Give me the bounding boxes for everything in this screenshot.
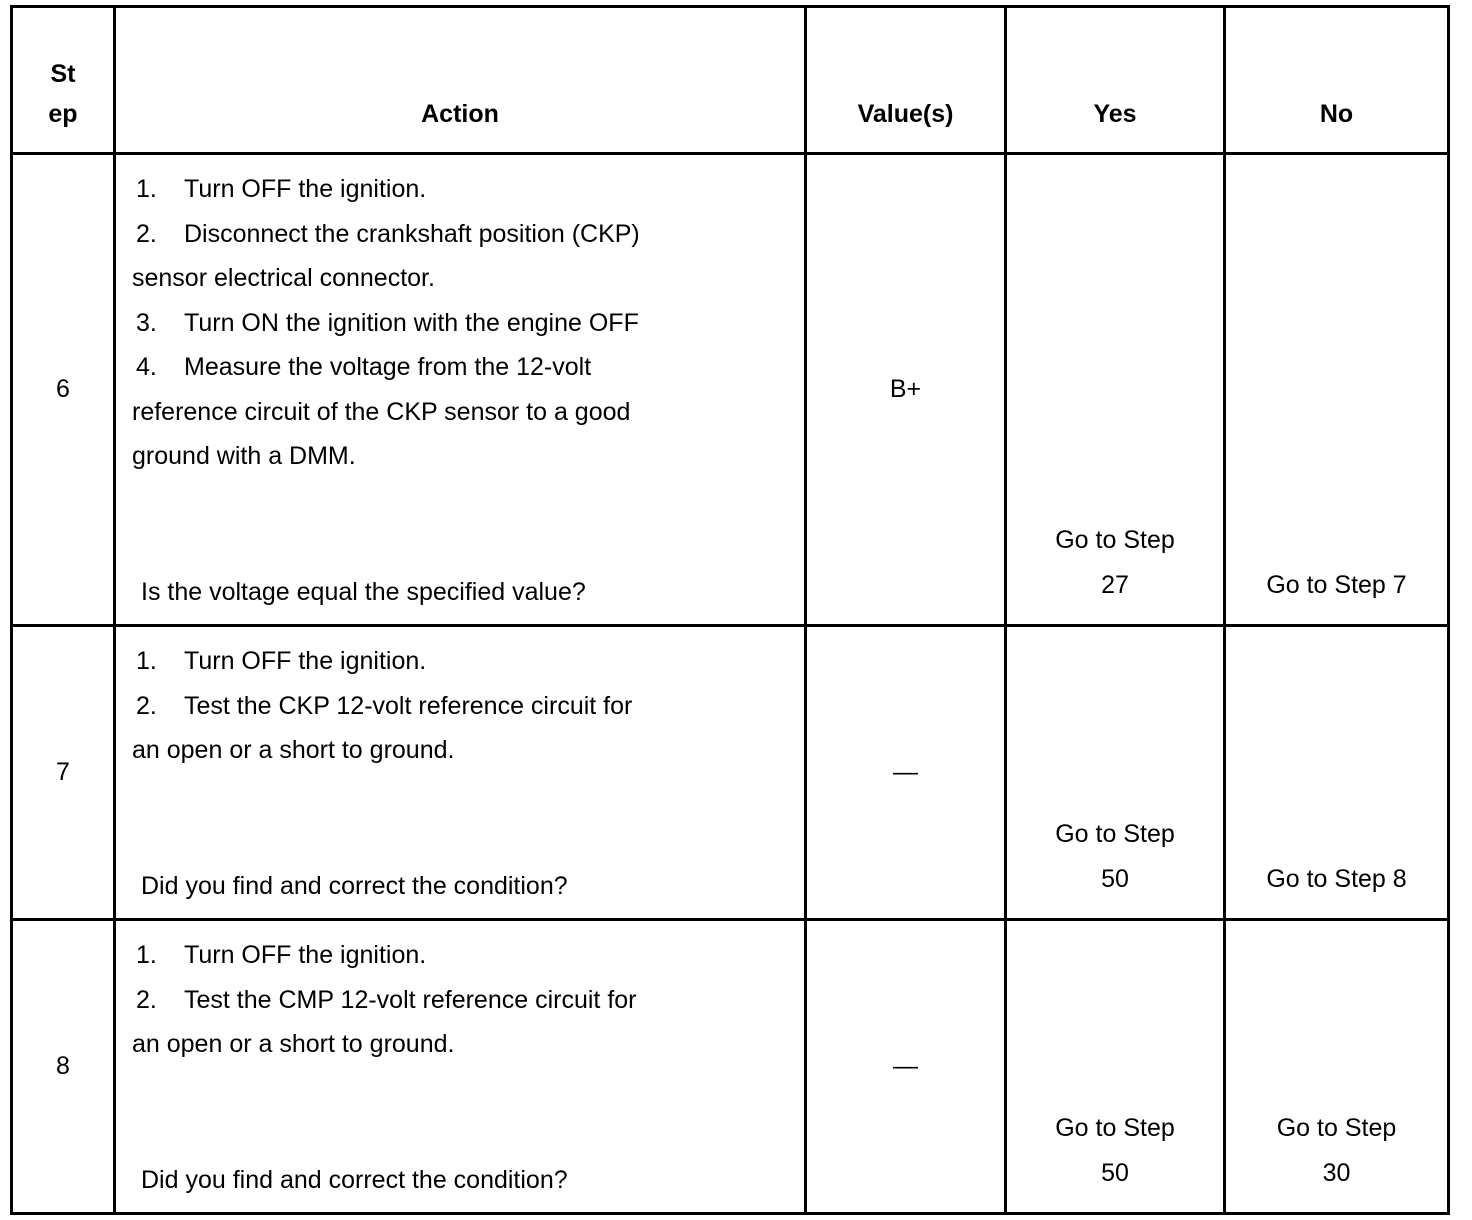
yes-cell: [1006, 920, 1225, 1214]
step-number: 7: [12, 626, 115, 920]
action-item-text: Test the CMP 12-volt reference circuit for: [184, 985, 637, 1014]
no-goto-line2: Go to Step 8: [1266, 864, 1407, 893]
header-yes: Yes: [1006, 7, 1225, 154]
action-item-number: 4.: [136, 353, 157, 381]
action-list: [116, 627, 804, 773]
action-item: [132, 212, 804, 301]
yes-goto: [1007, 518, 1223, 607]
header-action: Action: [115, 7, 806, 154]
value-cell: —: [806, 626, 1006, 920]
action-item-number: 3.: [136, 308, 157, 337]
action-question: Did you find and correct the condition?: [141, 1166, 568, 1194]
action-item-text: Turn OFF the ignition.: [184, 941, 427, 969]
action-question: Did you find and correct the condition?: [141, 872, 568, 900]
no-goto-line1: [1226, 518, 1447, 563]
yes-goto-line2: 50: [1101, 864, 1129, 893]
action-item: [132, 978, 804, 1067]
header-step: [12, 7, 115, 154]
action-item-continuation: an open or a short to ground.: [132, 736, 455, 764]
action-item-continuation: sensor electrical connector.: [132, 264, 435, 292]
action-list: [116, 155, 804, 479]
action-item-continuation: ground with a DMM.: [132, 442, 356, 470]
table-row-step-6: [12, 154, 1449, 626]
yes-cell: [1006, 626, 1225, 920]
action-item-number: 2.: [136, 691, 157, 720]
no-goto-line1: [1226, 812, 1447, 857]
action-item-text: Turn OFF the ignition.: [184, 647, 427, 675]
action-item-number: 2.: [136, 219, 157, 248]
action-item-text: Turn ON the ignition with the engine OFF: [184, 308, 639, 337]
action-question: Is the voltage equal the specified value?: [141, 578, 586, 606]
action-item-text: Turn OFF the ignition.: [184, 175, 427, 203]
action-item-text: Disconnect the crankshaft position (CKP): [184, 219, 640, 248]
yes-goto-line1: Go to Step: [1055, 820, 1175, 848]
yes-goto-line2: 50: [1101, 1158, 1129, 1187]
action-item-number: 1.: [136, 647, 157, 675]
step-number: 6: [12, 154, 115, 626]
value-cell: —: [806, 920, 1006, 1214]
header-no: No: [1225, 7, 1449, 154]
no-goto: [1226, 518, 1447, 607]
no-cell: [1225, 626, 1449, 920]
yes-cell: [1006, 154, 1225, 626]
no-cell: [1225, 154, 1449, 626]
header-row: [12, 7, 1449, 154]
yes-goto: [1007, 1106, 1223, 1195]
value-cell: B+: [806, 154, 1006, 626]
action-item-continuation: reference circuit of the CKP sensor to a good: [132, 397, 631, 426]
no-goto-line2: Go to Step 7: [1266, 570, 1407, 599]
yes-goto-line1: Go to Step: [1055, 526, 1175, 554]
action-item-number: 2.: [136, 985, 157, 1014]
no-goto: [1226, 812, 1447, 901]
action-list: [116, 921, 804, 1067]
no-cell: [1225, 920, 1449, 1214]
action-item-number: 1.: [136, 175, 157, 203]
action-cell: [115, 920, 806, 1214]
action-item: [132, 684, 804, 773]
action-item-number: 1.: [136, 941, 157, 969]
action-item: [132, 301, 804, 346]
action-item-continuation: an open or a short to ground.: [132, 1030, 455, 1058]
action-item-text: Test the CKP 12-volt reference circuit for: [184, 691, 633, 720]
action-item-text: Measure the voltage from the 12-volt: [184, 353, 592, 381]
action-item: [132, 933, 804, 978]
no-goto: [1226, 1106, 1447, 1195]
table-row-step-7: [12, 626, 1449, 920]
table-row-step-8: [12, 920, 1449, 1214]
step-number: 8: [12, 920, 115, 1214]
yes-goto: [1007, 812, 1223, 901]
diagnostic-table: [10, 5, 1450, 1215]
yes-goto-line2: 27: [1101, 570, 1129, 599]
no-goto-line1: Go to Step: [1276, 1114, 1397, 1142]
action-item: [132, 639, 804, 684]
action-cell: [115, 626, 806, 920]
action-item: [132, 167, 804, 212]
no-goto-line2: 30: [1322, 1158, 1351, 1187]
header-values: Value(s): [806, 7, 1006, 154]
header-step-line1: St: [50, 60, 76, 88]
header-step-line2: ep: [48, 100, 78, 128]
action-cell: [115, 154, 806, 626]
action-item: [132, 345, 804, 479]
yes-goto-line1: Go to Step: [1055, 1114, 1175, 1142]
